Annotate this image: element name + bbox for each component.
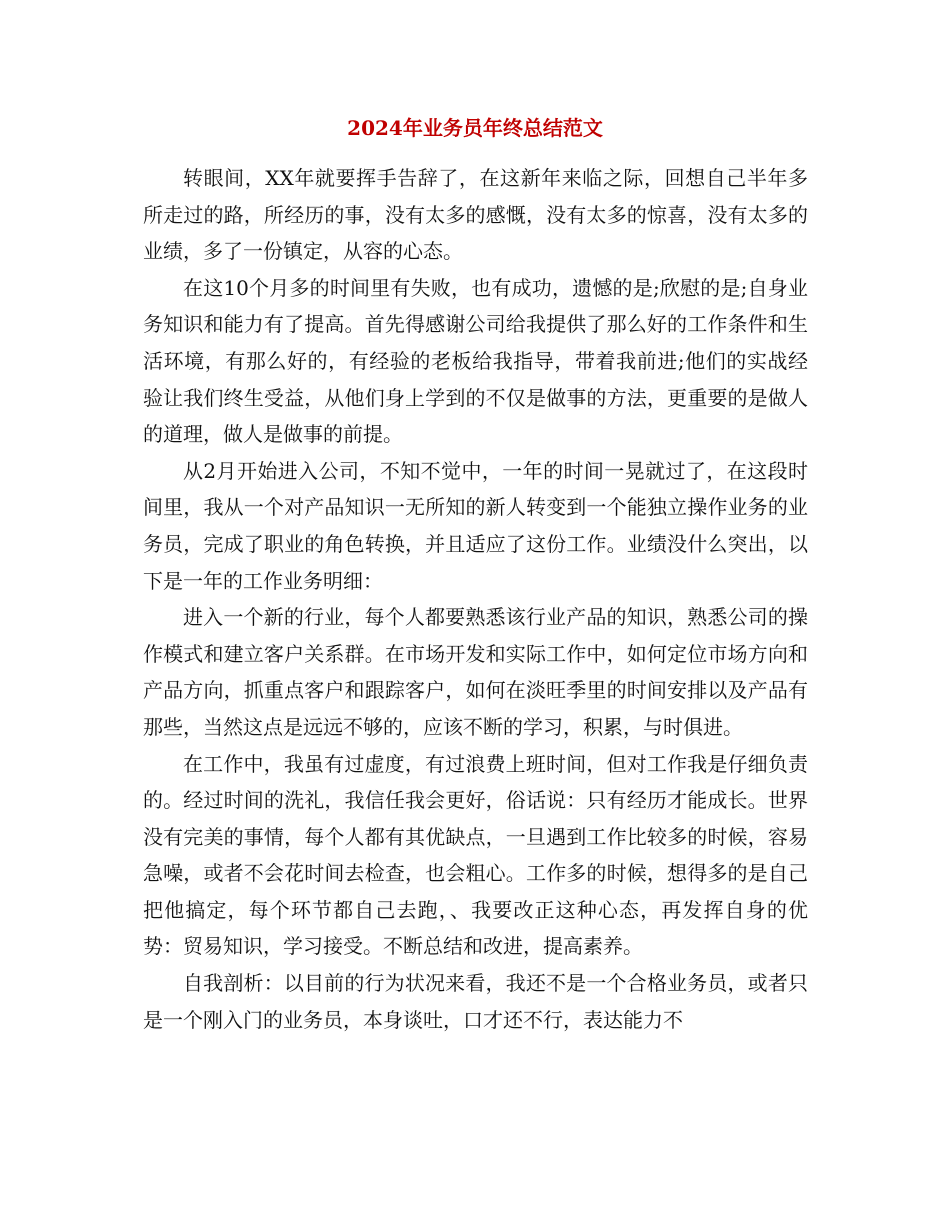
paragraph: 从2月开始进入公司，不知不觉中，一年的时间一晃就过了，在这段时间里，我从一个对产品知识一无所知的新人转变到一个能独立操作业务的业务员，完成了职业的角色转换，并且适应了这份工作。业绩没什么突出，以下是一年的工作业务明细： xyxy=(143,458,808,593)
document-title: 2024年业务员年终总结范文 xyxy=(347,116,603,140)
paragraph: 转眼间，XX年就要挥手告辞了，在这新年来临之际，回想自己半年多所走过的路，所经历的事，没有太多的感慨，没有太多的惊喜，没有太多的业绩，多了一份镇定，从容的心态。 xyxy=(143,166,808,264)
paragraph: 在工作中，我虽有过虚度，有过浪费上班时间，但对工作我是仔细负责的。经过时间的洗礼，我信任我会更好，俗话说：只有经历才能成长。世界没有完美的事情，每个人都有其优缺点，一旦遇到工作比较多的时候，容易急噪，或者不会花时间去检查，也会粗心。工作多的时候，想得多的是自己把他搞定，每个环节都自己去跑，、我要改正这种心态，再发挥自身的优势：贸易知识，学习接受。不断总结和改进，提高素养。 xyxy=(143,751,808,959)
paragraph: 在这10个月多的时间里有失败，也有成功，遗憾的是;欣慰的是;自身业务知识和能力有了提高。首先得感谢公司给我提供了那么好的工作条件和生活环境，有那么好的，有经验的老板给我指导，带着我前进;他们的实战经验让我们终生受益，从他们身上学到的不仅是做事的方法，更重要的是做人的道理，做人是做事的前提。 xyxy=(143,275,808,447)
paragraph: 自我剖析：以目前的行为状况来看，我还不是一个合格业务员，或者只是一个刚入门的业务员，本身谈吐，口才还不行，表达能力不 xyxy=(143,971,808,1032)
paragraph: 进入一个新的行业，每个人都要熟悉该行业产品的知识，熟悉公司的操作模式和建立客户关系群。在市场开发和实际工作中，如何定位市场方向和产品方向，抓重点客户和跟踪客户，如何在淡旺季里的时间安排以及产品有那些，当然这点是远远不够的，应该不断的学习，积累，与时俱进。 xyxy=(143,605,808,739)
document-body xyxy=(143,160,808,1038)
